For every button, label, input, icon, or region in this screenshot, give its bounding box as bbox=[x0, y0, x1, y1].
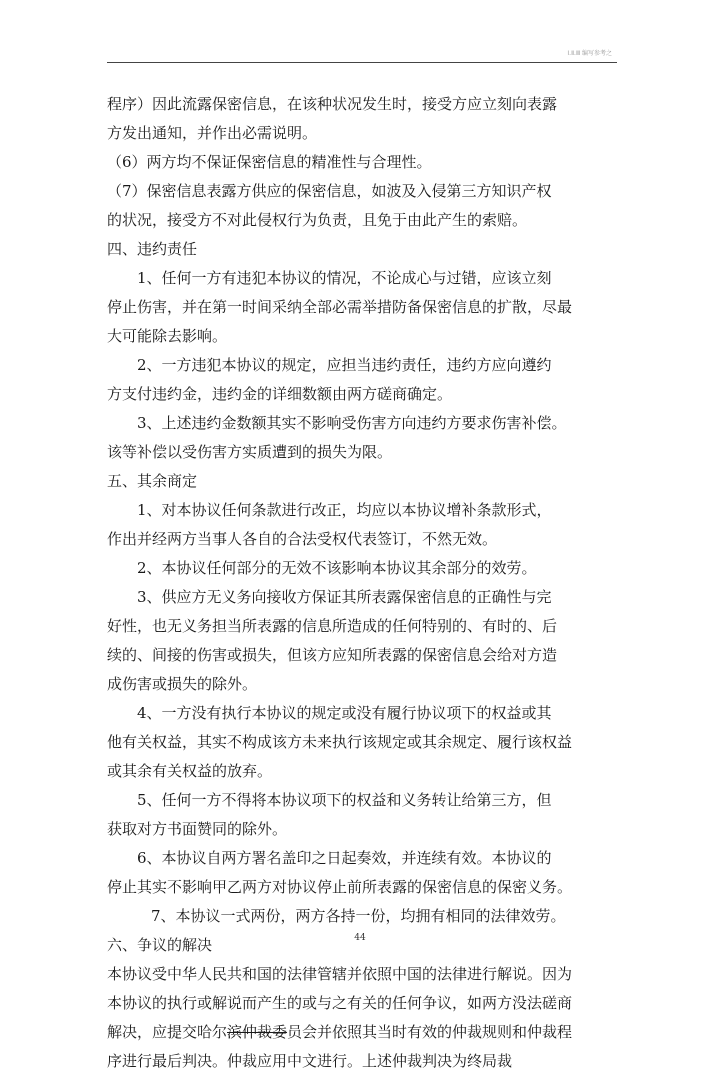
text-segment: 员会并依照其当时有效的仲裁规则和仲裁程 bbox=[287, 1023, 573, 1041]
paragraph-line: 本协议受中华人民共和国的法律管辖并依照中国的法律进行解说。因为 bbox=[107, 965, 573, 983]
paragraph-line: 方支付违约金，违约金的详细数额由两方磋商确定。 bbox=[107, 385, 453, 403]
paragraph-line: 1、任何一方有违犯本协议的情况，不论成心与过错，应该立刻 bbox=[137, 269, 552, 287]
paragraph-line: 成伤害或损失的除外。 bbox=[107, 675, 258, 693]
header-rule bbox=[107, 62, 617, 63]
paragraph-line: 序进行最后判决。仲裁应用中文进行。上述仲裁判决为终局裁 bbox=[107, 1052, 513, 1070]
paragraph-line: 他有关权益，其实不构成该方未来执行该规定或其余规定、履行该权益 bbox=[107, 733, 573, 751]
paragraph-line: 或其余有关权益的放弃。 bbox=[107, 762, 273, 780]
paragraph-line: 作出并经两方当事人各自的合法受权代表签订，不然无效。 bbox=[107, 530, 498, 548]
paragraph-line: 7、本协议一式两份，两方各持一份，均拥有相同的法律效劳。 bbox=[151, 907, 566, 925]
paragraph-line bbox=[107, 1018, 607, 1047]
paragraph-line: 5、任何一方不得将本协议项下的权益和义务转让给第三方，但 bbox=[137, 791, 552, 809]
section-heading: 五、其余商定 bbox=[107, 472, 198, 490]
paragraph-line: 程序）因此流露保密信息，在该种状况发生时，接受方应立刻向表露 bbox=[107, 95, 558, 113]
paragraph-line: 续的、间接的伤害或损失，但该方应知所表露的保密信息会给对方造 bbox=[107, 646, 558, 664]
header-note: Ⅰ.Ⅱ.Ⅲ 编写参考之 bbox=[567, 50, 612, 57]
paragraph-line: 获取对方书面赞同的除外。 bbox=[107, 820, 288, 838]
page-number: 44 bbox=[354, 933, 366, 943]
paragraph-line: 2、一方违犯本协议的规定，应担当违约责任，违约方应向遵约 bbox=[137, 356, 552, 374]
paragraph-line: 3、供应方无义务向接收方保证其所表露保密信息的正确性与完 bbox=[137, 588, 552, 606]
paragraph-line: 6、本协议自两方署名盖印之日起奏效，并连续有效。本协议的 bbox=[137, 849, 552, 867]
paragraph-line: 该等补偿以受伤害方实质遭到的损失为限。 bbox=[107, 443, 393, 461]
document-body bbox=[107, 90, 607, 1076]
paragraph-line: 停止其实不影响甲乙两方对协议停止前所表露的保密信息的保密义务。 bbox=[107, 878, 573, 896]
paragraph-line: （7）保密信息表露方供应的保密信息，如波及入侵第三方知识产权 bbox=[107, 182, 552, 200]
paragraph-line: （6）两方均不保证保密信息的精准性与合理性。 bbox=[107, 153, 432, 171]
paragraph-line: 停止伤害，并在第一时间采纳全部必需举措防备保密信息的扩散，尽最 bbox=[107, 298, 573, 316]
paragraph-line: 方发出通知，并作出必需说明。 bbox=[107, 124, 318, 142]
text-segment: 解决，应提交哈尔 bbox=[107, 1023, 228, 1041]
section-heading: 四、违约责任 bbox=[107, 240, 198, 258]
paragraph-line: 大可能除去影响。 bbox=[107, 327, 228, 345]
paragraph-line: 2、本协议任何部分的无效不该影响本协议其余部分的效劳。 bbox=[137, 559, 537, 577]
paragraph-line: 3、上述违约金数额其实不影响受伤害方向违约方要求伤害补偿。 bbox=[137, 414, 567, 432]
struck-text: 滨仲裁委 bbox=[227, 1023, 288, 1041]
paragraph-line: 4、一方没有执行本协议的规定或没有履行协议项下的权益或其 bbox=[137, 704, 552, 722]
paragraph-line: 1、对本协议任何条款进行改正，均应以本协议增补条款形式， bbox=[137, 501, 552, 519]
paragraph-line: 好性，也无义务担当所表露的信息所造成的任何特别的、有时的、后 bbox=[107, 617, 558, 635]
paragraph-line: 本协议的执行或解说而产生的或与之有关的任何争议，如两方没法磋商 bbox=[107, 994, 573, 1012]
paragraph-line: 的状况，接受方不对此侵权行为负责，且免于由此产生的索赔。 bbox=[107, 211, 528, 229]
section-heading: 六、争议的解决 bbox=[107, 936, 213, 954]
